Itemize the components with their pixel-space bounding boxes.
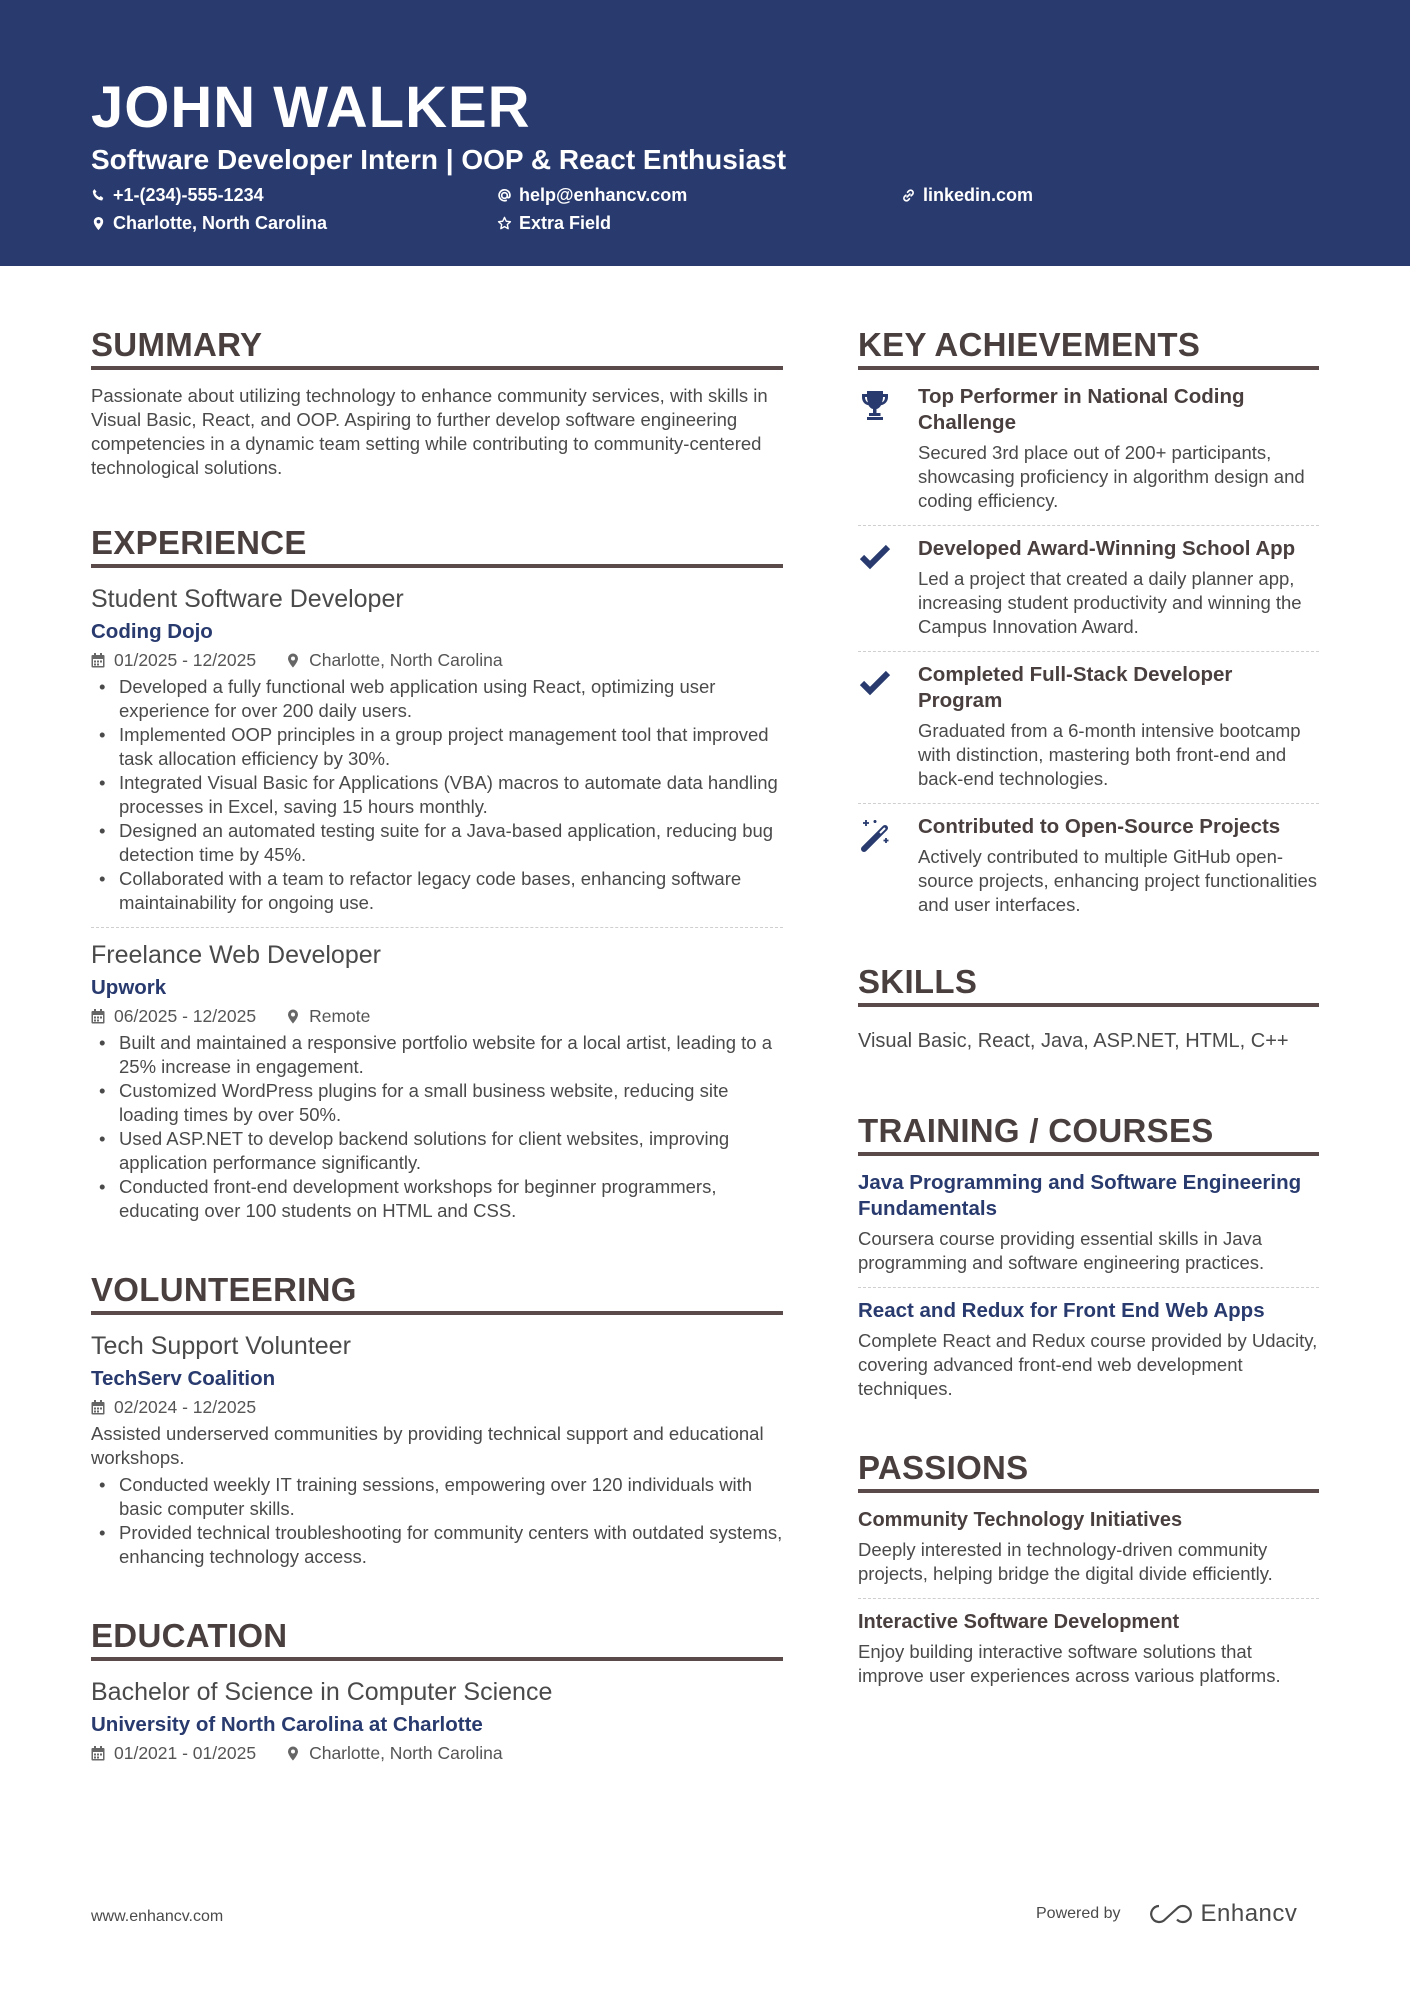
list-item: • Used ASP.NET to develop backend solutions for client websites, improving application performance significantly. — [91, 1127, 783, 1175]
divider — [858, 651, 1319, 652]
divider — [91, 927, 783, 928]
list-item: • Implemented OOP principles in a group project management tool that improved task allocation efficiency by 30%. — [91, 723, 783, 771]
course-item — [858, 1298, 1319, 1401]
list-item: • Designed an automated testing suite for a Java-based application, reducing bug detection time by 45%. — [91, 819, 783, 867]
at-icon — [497, 188, 519, 203]
volunteer-bullets — [91, 1473, 783, 1569]
resume-header — [0, 0, 1410, 266]
course-title: React and Redux for Front End Web Apps — [858, 1299, 1265, 1322]
check-icon — [858, 536, 918, 639]
course-title: Java Programming and Software Engineering Fundamentals — [858, 1171, 1302, 1220]
key-achievements-section — [858, 324, 1319, 917]
education-meta — [91, 1741, 783, 1765]
job-meta — [91, 1004, 783, 1028]
location-pin-icon — [91, 216, 113, 231]
education-location: Charlotte, North Carolina — [309, 1743, 503, 1763]
section-title: VOLUNTEERING — [91, 1269, 783, 1315]
list-item: • Integrated Visual Basic for Applications (VBA) macros to automate data handling processes in Excel, saving 15 hours monthly. — [91, 771, 783, 819]
calendar-icon — [91, 1746, 105, 1761]
job-title: Freelance Web Developer — [91, 941, 381, 969]
volunteer-meta — [91, 1395, 783, 1419]
achievement-item — [858, 536, 1319, 639]
list-item: • Built and maintained a responsive portfolio website for a local artist, leading to a 25% increase in engagement. — [91, 1031, 783, 1079]
job-location: Remote — [309, 1006, 371, 1026]
link-icon — [901, 188, 923, 203]
enhancv-logo-icon — [1147, 1902, 1195, 1926]
contact-location: Charlotte, North Carolina — [91, 212, 327, 234]
summary-text: Passionate about utilizing technology to enhance community services, with skills in Visual Basic, React, and OOP. Aspiring to further develop software engineering competencies in a dynamic team setting while contributing to community-centered technological solutions. — [91, 385, 768, 478]
trophy-icon — [858, 384, 918, 513]
course-text: Coursera course providing essential skills in Java programming and software engineering practices. — [858, 1228, 1265, 1273]
passion-item — [858, 1507, 1319, 1586]
phone-icon — [91, 188, 113, 203]
skills-list: Visual Basic, React, Java, ASP.NET, HTML, C++ — [858, 1030, 1289, 1052]
list-item: • Conducted weekly IT training sessions, empowering over 120 individuals with basic computer skills. — [91, 1473, 783, 1521]
achievement-title: Contributed to Open-Source Projects — [918, 815, 1281, 838]
divider — [858, 1598, 1319, 1599]
brand-name: Enhancv — [1200, 1900, 1298, 1927]
passion-item — [858, 1609, 1319, 1688]
achievement-item — [858, 384, 1319, 513]
organization-name: TechServ Coalition — [91, 1367, 276, 1390]
course-item — [858, 1170, 1319, 1275]
list-item: • Conducted front-end development workshops for beginner programmers, educating over 100 students on HTML and CSS. — [91, 1175, 783, 1223]
achievement-title: Top Performer in National Coding Challenge — [918, 385, 1245, 434]
contact-email[interactable]: help@enhancv.com — [497, 184, 687, 206]
calendar-icon — [91, 653, 105, 668]
education-dates: 01/2021 - 01/2025 — [114, 1743, 257, 1763]
contact-extra-field: Extra Field — [497, 212, 611, 234]
left-column — [91, 324, 783, 1765]
divider — [858, 803, 1319, 804]
job-bullets — [91, 1031, 783, 1223]
star-icon — [497, 216, 519, 231]
passions-section — [858, 1447, 1319, 1688]
job-title: Student Software Developer — [91, 585, 404, 613]
achievement-item — [858, 662, 1319, 791]
footer-powered-by — [1036, 1900, 1297, 1928]
calendar-icon — [91, 1400, 105, 1415]
job-meta — [91, 648, 783, 672]
location-pin-icon — [286, 1746, 300, 1761]
school-name: University of North Carolina at Charlotte — [91, 1713, 483, 1736]
achievement-text: Actively contributed to multiple GitHub open-source projects, enhancing project functionalities and user interfaces. — [918, 846, 1318, 915]
experience-entry — [91, 938, 783, 1223]
volunteer-dates: 02/2024 - 12/2025 — [114, 1397, 257, 1417]
job-bullets — [91, 675, 783, 915]
passion-text: Deeply interested in technology-driven community projects, helping bridge the digital divide efficiently. — [858, 1539, 1273, 1584]
contact-linkedin[interactable]: linkedin.com — [901, 184, 1033, 206]
location-pin-icon — [286, 653, 300, 668]
volunteer-role: Tech Support Volunteer — [91, 1332, 351, 1360]
check-icon — [858, 662, 918, 791]
right-column — [858, 324, 1319, 1688]
section-title: PASSIONS — [858, 1447, 1319, 1493]
list-item: • Developed a fully functional web application using React, optimizing user experience for over 200 daily users. — [91, 675, 783, 723]
section-title: EXPERIENCE — [91, 522, 783, 568]
achievement-text: Graduated from a 6-month intensive bootcamp with distinction, mastering both front-end and back-end technologies. — [918, 720, 1301, 789]
summary-section — [91, 324, 783, 480]
passion-text: Enjoy building interactive software solutions that improve user experiences across various platforms. — [858, 1641, 1281, 1686]
location-pin-icon — [286, 1009, 300, 1024]
divider — [858, 1287, 1319, 1288]
list-item: • Collaborated with a team to refactor legacy code bases, enhancing software maintainability for ongoing use. — [91, 867, 783, 915]
section-title: SUMMARY — [91, 324, 783, 370]
powered-by-label: Powered by — [1036, 1905, 1121, 1922]
training-courses-section — [858, 1110, 1319, 1401]
divider — [858, 525, 1319, 526]
job-location: Charlotte, North Carolina — [309, 650, 503, 670]
section-title: SKILLS — [858, 961, 1319, 1007]
skills-section — [858, 961, 1319, 1054]
candidate-name: JOHN WALKER — [91, 75, 531, 140]
footer-website[interactable]: www.enhancv.com — [91, 1908, 224, 1925]
job-dates: 01/2025 - 12/2025 — [114, 650, 257, 670]
achievement-title: Completed Full-Stack Developer Program — [918, 663, 1233, 712]
magic-wand-icon — [858, 814, 918, 917]
education-section — [91, 1615, 783, 1765]
company-name: Coding Dojo — [91, 620, 213, 643]
section-title: TRAINING / COURSES — [858, 1110, 1319, 1156]
degree: Bachelor of Science in Computer Science — [91, 1678, 553, 1706]
job-dates: 06/2025 - 12/2025 — [114, 1006, 257, 1026]
list-item: • Provided technical troubleshooting for community centers with outdated systems, enhancing technology access. — [91, 1521, 783, 1569]
passion-title: Interactive Software Development — [858, 1611, 1180, 1633]
achievement-text: Secured 3rd place out of 200+ participants, showcasing proficiency in algorithm design and coding efficiency. — [918, 442, 1305, 511]
achievement-item — [858, 814, 1319, 917]
contact-phone: +1-(234)-555-1234 — [91, 184, 264, 206]
company-name: Upwork — [91, 976, 167, 999]
section-title: EDUCATION — [91, 1615, 783, 1661]
course-text: Complete React and Redux course provided by Udacity, covering advanced front-end web development techniques. — [858, 1330, 1318, 1399]
achievement-text: Led a project that created a daily planner app, increasing student productivity and winning the Campus Innovation Award. — [918, 568, 1302, 637]
volunteer-description: Assisted underserved communities by providing technical support and educational workshops. — [91, 1423, 764, 1468]
achievement-title: Developed Award-Winning School App — [918, 537, 1296, 560]
calendar-icon — [91, 1009, 105, 1024]
section-title: KEY ACHIEVEMENTS — [858, 324, 1319, 370]
list-item: • Customized WordPress plugins for a small business website, reducing site loading times by over 50%. — [91, 1079, 783, 1127]
passion-title: Community Technology Initiatives — [858, 1509, 1183, 1531]
experience-section — [91, 522, 783, 1223]
experience-entry — [91, 582, 783, 915]
volunteering-section — [91, 1269, 783, 1569]
candidate-tagline: Software Developer Intern | OOP & React Enthusiast — [91, 144, 787, 175]
